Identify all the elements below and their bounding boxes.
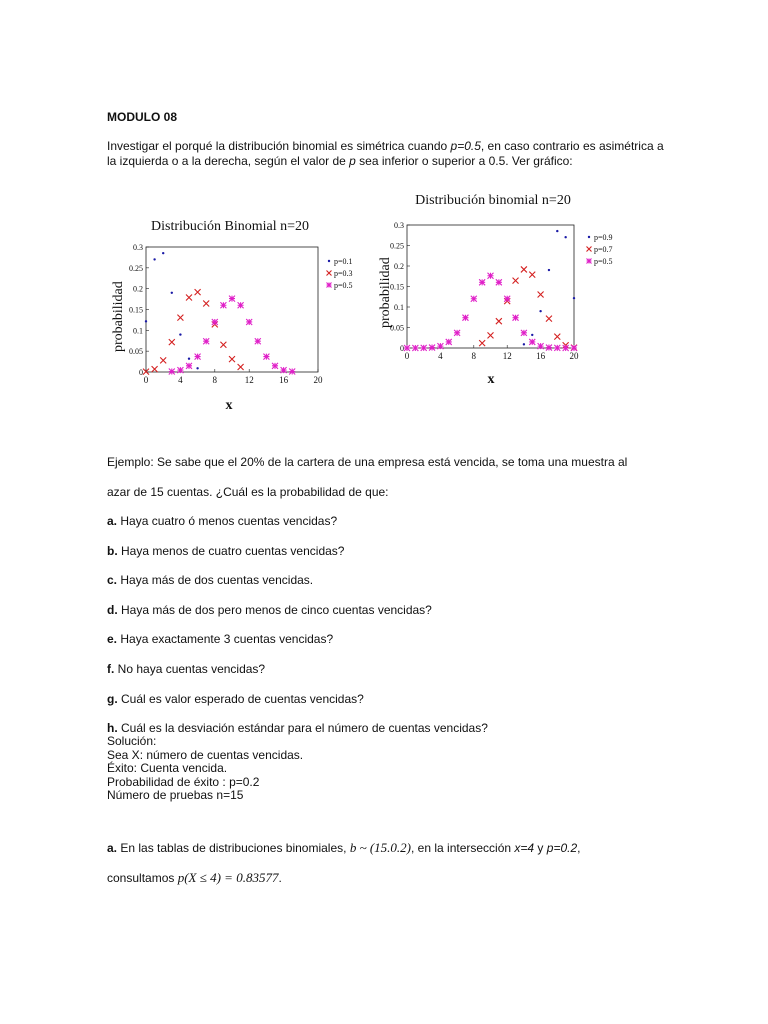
data-point: [548, 269, 550, 271]
plot-frame: [146, 247, 318, 372]
question-letter: g.: [107, 692, 118, 706]
y-tick-label: 0.1: [394, 303, 404, 312]
data-point: [152, 366, 158, 372]
legend-label: p=0.5: [334, 281, 353, 290]
answer-text: En las tablas de distribuciones binomiales,: [117, 841, 350, 855]
example-line-2: azar de 15 cuentas. ¿Cuál es la probabilidad de que:: [107, 485, 389, 499]
data-point: [179, 333, 181, 335]
question-letter: a.: [107, 514, 118, 528]
data-point: [488, 273, 494, 279]
data-point: [327, 271, 332, 276]
y-tick-label: 0.2: [394, 262, 404, 271]
data-point: [195, 289, 201, 295]
intro-text-3: sea inferior o superior a 0.5. Ver gráfico:: [355, 154, 573, 168]
data-point: [554, 345, 560, 351]
y-tick-label: 0.1: [133, 326, 143, 336]
legend-label: p=0.1: [334, 257, 353, 266]
answer-text: , en la intersección: [411, 841, 515, 855]
solution-line: Número de pruebas n=15: [107, 788, 244, 803]
answer-a-line-2: [107, 870, 282, 886]
x-tick-label: 16: [536, 351, 546, 361]
question-text: Haya más de dos cuentas vencidas.: [117, 573, 314, 587]
data-point: [587, 259, 592, 264]
intro-paragraph: [107, 139, 667, 169]
chart-xlabel: x: [225, 398, 233, 412]
data-point: [563, 345, 569, 351]
data-point: [479, 279, 485, 285]
data-point: [160, 357, 166, 363]
data-point: [496, 279, 502, 285]
example-line-1: Ejemplo: Se sabe que el 20% de la cartera de una empresa está vencida, se toma una muestra al: [107, 455, 628, 469]
data-point: [504, 296, 510, 302]
intro-p-value: p=0.5: [450, 139, 481, 153]
y-tick-label: 0.15: [390, 282, 404, 292]
question-letter: c.: [107, 573, 118, 587]
binomial-chart-low-p: [100, 212, 360, 412]
answer-p-value: p=0.2: [546, 841, 578, 855]
x-tick-label: 8: [471, 351, 477, 361]
data-point: [538, 292, 544, 298]
data-point: [196, 367, 198, 369]
answer-text: consultamos: [107, 871, 178, 885]
data-point: [429, 345, 435, 351]
data-point: [186, 294, 192, 300]
chart-title: Distribución Binomial n=20: [151, 219, 309, 234]
x-tick-label: 16: [279, 375, 289, 385]
data-point: [177, 315, 183, 321]
x-tick-label: 4: [178, 375, 183, 385]
y-tick-label: 0.25: [129, 263, 143, 273]
data-point: [229, 296, 235, 302]
data-point: [281, 367, 287, 373]
data-point: [564, 236, 566, 238]
data-point: [531, 334, 533, 336]
data-point: [556, 230, 558, 232]
binomial-formula: b ~ (15.0.2): [349, 840, 412, 855]
y-tick-label: 0.05: [129, 347, 143, 357]
data-point: [523, 343, 525, 345]
y-tick-label: 0.05: [390, 323, 404, 333]
probability-formula: p(X ≤ 4) = 0.83577: [177, 870, 279, 885]
legend-label: p=0.7: [594, 245, 613, 254]
question-letter: e.: [107, 632, 118, 646]
data-point: [587, 247, 592, 252]
question-text: Haya más de dos pero menos de cinco cuentas vencidas?: [117, 603, 432, 617]
data-point: [153, 258, 155, 260]
x-tick-label: 8: [212, 375, 218, 385]
chart-ylabel: probabilidad: [378, 257, 393, 328]
question-b: [107, 544, 344, 558]
data-point: [479, 340, 485, 346]
y-tick-label: 0.3: [394, 221, 404, 230]
question-e: [107, 632, 333, 646]
question-letter: b.: [107, 544, 118, 558]
x-tick-label: 12: [502, 351, 512, 361]
question-c: [107, 573, 313, 587]
question-text: No haya cuentas vencidas?: [114, 662, 266, 676]
data-point: [513, 315, 519, 321]
data-point: [289, 369, 295, 375]
question-letter: d.: [107, 603, 118, 617]
data-point: [529, 272, 535, 278]
y-tick-label: 0.15: [129, 305, 143, 315]
data-point: [529, 339, 535, 345]
data-point: [203, 301, 209, 307]
question-a: [107, 514, 337, 528]
data-point: [328, 260, 330, 262]
data-point: [538, 343, 544, 349]
data-point: [554, 334, 560, 340]
data-point: [571, 345, 577, 351]
intro-text-2: , en caso contrario es asimétrica a la izquierda o a la derecha, según el valor de: [107, 139, 664, 168]
x-tick-label: 4: [438, 351, 443, 361]
data-point: [513, 278, 519, 284]
question-letter: f.: [107, 662, 115, 676]
x-tick-label: 20: [569, 351, 579, 361]
data-point: [488, 332, 494, 338]
data-point: [171, 292, 173, 294]
data-point: [412, 345, 418, 351]
data-point: [421, 345, 427, 351]
question-h: [107, 721, 488, 735]
data-point: [404, 345, 410, 351]
data-point: [446, 339, 452, 345]
answer-text: ,: [577, 841, 581, 855]
solution-line: Probabilidad de éxito : p=0.2: [107, 774, 260, 789]
plot-frame: [407, 225, 574, 348]
data-point: [229, 356, 235, 362]
data-point: [238, 302, 244, 308]
legend-label: p=0.9: [594, 233, 613, 242]
x-tick-label: 20: [313, 375, 323, 385]
data-point: [169, 369, 175, 375]
data-point: [521, 330, 527, 336]
chart-ylabel: probabilidad: [111, 281, 126, 352]
solution-block: [107, 735, 303, 803]
data-point: [462, 315, 468, 321]
data-point: [177, 367, 183, 373]
data-point: [471, 296, 477, 302]
question-text: Cuál es valor esperado de cuentas vencidas?: [117, 692, 364, 706]
data-point: [162, 252, 164, 254]
answer-text: .: [278, 871, 282, 885]
data-point: [539, 310, 541, 312]
data-point: [263, 354, 269, 360]
answer-text: y: [534, 841, 547, 855]
solution-line: Éxito: Cuenta vencida.: [107, 761, 228, 776]
question-letter: h.: [107, 721, 118, 735]
intro-p-var: p: [349, 154, 356, 168]
solution-line: Sea X: número de cuentas vencidas.: [107, 747, 304, 762]
data-point: [203, 338, 209, 344]
data-point: [145, 320, 147, 322]
question-text: Cuál es la desviación estándar para el número de cuentas vencidas?: [117, 721, 488, 735]
y-tick-label: 0.25: [390, 241, 404, 251]
chart-title: Distribución binomial n=20: [415, 193, 571, 208]
data-point: [169, 339, 175, 345]
data-point: [195, 354, 201, 360]
solution-line: Solución:: [107, 734, 157, 748]
data-point: [327, 283, 332, 288]
data-point: [238, 364, 244, 370]
question-text: Haya cuatro ó menos cuentas vencidas?: [117, 514, 338, 528]
answer-letter: a.: [107, 841, 118, 855]
data-point: [220, 302, 226, 308]
data-point: [437, 343, 443, 349]
question-f: [107, 662, 265, 676]
chart-xlabel: x: [487, 372, 495, 387]
y-tick-label: 0: [139, 368, 143, 377]
data-point: [188, 358, 190, 360]
data-point: [588, 236, 590, 238]
data-point: [546, 345, 552, 351]
data-point: [496, 318, 502, 324]
x-tick-label: 12: [244, 375, 254, 385]
question-text: Haya exactamente 3 cuentas vencidas?: [117, 632, 334, 646]
data-point: [546, 316, 552, 322]
y-tick-label: 0.3: [133, 243, 143, 252]
y-tick-label: 0: [400, 344, 404, 353]
x-tick-label: 0: [404, 351, 410, 361]
question-d: [107, 603, 432, 617]
answer-a-line-1: [107, 840, 580, 856]
question-text: Haya menos de cuatro cuentas vencidas?: [117, 544, 345, 558]
legend-label: p=0.5: [594, 257, 613, 266]
data-point: [212, 319, 218, 325]
question-g: [107, 692, 364, 706]
legend-label: p=0.3: [334, 269, 353, 278]
data-point: [521, 266, 527, 272]
answer-x-value: x=4: [514, 841, 535, 855]
intro-text-1: Investigar el porqué la distribución binomial es simétrica cuando: [107, 139, 451, 153]
data-point: [220, 342, 226, 348]
module-title: MODULO 08: [107, 110, 178, 124]
data-point: [246, 319, 252, 325]
data-point: [573, 297, 575, 299]
data-point: [255, 338, 261, 344]
y-tick-label: 0.2: [133, 284, 143, 294]
data-point: [186, 363, 192, 369]
x-tick-label: 0: [143, 375, 149, 385]
data-point: [454, 330, 460, 336]
binomial-chart-high-p: [370, 188, 630, 388]
data-point: [272, 363, 278, 369]
